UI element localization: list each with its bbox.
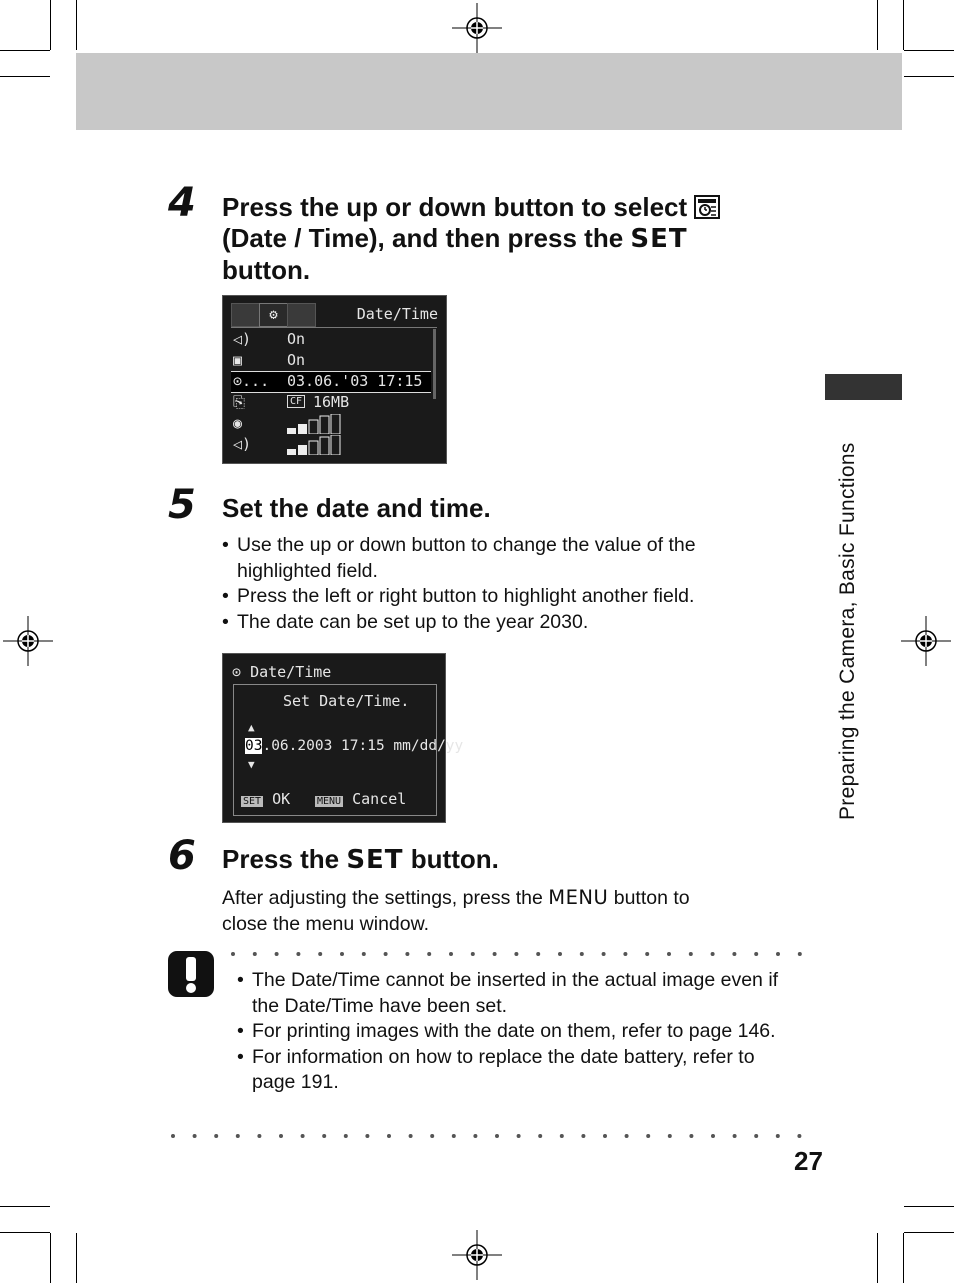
screen-title: Date/Time	[356, 305, 438, 323]
setup-menu-screen	[222, 295, 447, 464]
menu-tab-camera	[231, 303, 260, 327]
cancel-control	[315, 790, 406, 808]
menu-tab-setup: ⚙	[259, 303, 288, 327]
chapter-tab-marker	[825, 374, 902, 400]
list-item: • For information on how to replace the date battery, refer to page 191.	[237, 1045, 797, 1096]
page-number: 27	[794, 1146, 823, 1176]
camera-sound-icon: ▣	[233, 351, 243, 369]
menu-row-4-value: 16MB	[313, 393, 350, 411]
date-rest: .06.2003 17:15 mm/dd/yy	[262, 738, 464, 754]
format-icon: ⎘	[233, 393, 246, 411]
step6-body-line2: close the menu window.	[222, 912, 430, 935]
registration-mark-right	[901, 616, 951, 666]
clock-icon: ⊙	[232, 663, 242, 681]
registration-mark-bottom	[452, 1230, 502, 1280]
clock-icon: ⊙	[233, 372, 243, 390]
volume-level-bars-1	[287, 414, 343, 434]
menu-tab-mycamera	[287, 303, 316, 327]
menu-key-badge: MENU	[317, 796, 342, 807]
menu-divider	[231, 327, 437, 328]
chapter-side-label: Preparing the Camera, Basic Functions	[836, 442, 859, 820]
down-arrow-icon: ▼	[248, 758, 255, 771]
header-band	[76, 53, 902, 130]
date-value-row	[245, 738, 463, 754]
step5-bullets	[222, 533, 782, 635]
menu-row-2-value: On	[287, 351, 306, 369]
playback-volume-icon: ◁)	[233, 435, 252, 453]
list-item: • For printing images with the date on them, refer to page 146.	[237, 1019, 797, 1045]
speaker-icon: ◁)	[233, 330, 252, 348]
step4-title	[222, 192, 782, 286]
set-button-label: SET	[346, 845, 404, 875]
step6-body	[222, 885, 782, 937]
menu-scrollbar	[433, 329, 436, 399]
step5-title: Set the date and time.	[222, 493, 491, 523]
step6-title	[222, 844, 499, 876]
ok-label: OK	[272, 790, 291, 808]
caution-icon	[168, 951, 214, 997]
cf-card-badge: CF	[287, 395, 305, 408]
menu-row-3-suffix: ...	[242, 372, 270, 390]
ok-control	[241, 790, 290, 808]
menu-row-2	[233, 351, 423, 369]
volume-icon: ◉	[233, 414, 243, 432]
registration-mark-top	[452, 3, 502, 53]
step6-title-b: button.	[410, 844, 499, 874]
menu-row-4	[233, 393, 423, 411]
up-arrow-icon: ▲	[248, 721, 255, 734]
cancel-label: Cancel	[352, 790, 407, 808]
menu-row-1-value: On	[287, 330, 306, 348]
volume-level-bars-2	[287, 435, 343, 455]
list-item: • The Date/Time cannot be inserted in the actual image even if the Date/Time have been set.	[237, 968, 797, 1019]
date-time-screen	[222, 653, 464, 823]
step4-title-line2: (Date / Time), and then press the	[222, 223, 624, 253]
date-time-screen-title: Date/Time	[250, 663, 332, 681]
list-item: • Use the up or down button to change the value of the highlighted field.	[222, 533, 782, 584]
date-time-icon	[694, 195, 720, 219]
date-time-screen-header	[232, 663, 331, 681]
menu-button-label: MENU	[548, 886, 609, 909]
step-number-6: 6	[168, 833, 196, 879]
step6-body-a: After adjusting the settings, press the	[222, 887, 543, 909]
set-key-badge: SET	[243, 796, 262, 807]
list-item: • The date can be set up to the year 2030.	[222, 610, 782, 636]
step6-title-a: Press the	[222, 844, 340, 874]
set-date-prompt: Set Date/Time.	[283, 692, 410, 710]
menu-row-3-value: 03.06.'03 17:15	[287, 372, 423, 390]
step4-title-line3: button.	[222, 255, 311, 285]
list-item: • Press the left or right button to highlight another field.	[222, 584, 782, 610]
menu-row-3	[233, 372, 428, 390]
caution-top-dotted-rule	[230, 951, 802, 957]
registration-mark-left	[3, 616, 53, 666]
step-number-5: 5	[168, 482, 196, 528]
step6-body-b: button to	[613, 887, 690, 909]
step-number-4: 4	[168, 180, 196, 226]
caution-bullets	[237, 968, 797, 1096]
set-button-label: SET	[630, 224, 688, 254]
menu-row-1	[233, 330, 423, 348]
caution-bottom-dotted-rule	[170, 1133, 802, 1139]
step4-title-line1: Press the up or down button to select	[222, 192, 688, 222]
highlighted-month-field: 03	[245, 738, 263, 754]
